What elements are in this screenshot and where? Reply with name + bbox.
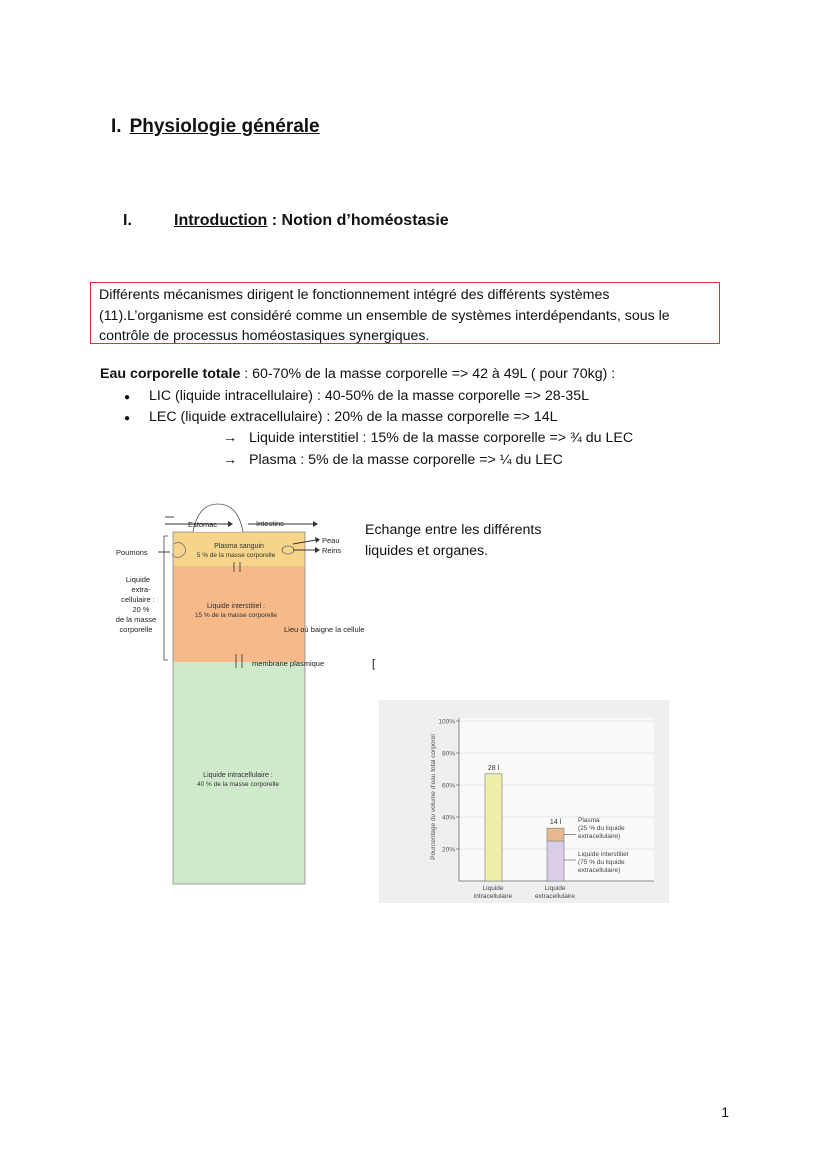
bullet-icon: ●	[124, 392, 131, 403]
figure-caption	[365, 520, 541, 562]
fluid-compartments-diagram	[108, 500, 388, 890]
label-membrane: membrane plasmique	[252, 659, 325, 668]
lec-label-1: Liquide	[125, 575, 151, 584]
bullet-text: LIC (liquide intracellulaire) : 40-50% de la masse corporelle => 28-35L	[149, 388, 590, 404]
arrow-icon: →	[223, 430, 238, 446]
subsection-heading	[123, 212, 449, 230]
y-tick-label: 80%	[441, 750, 455, 758]
lec-brace	[164, 536, 168, 660]
legend-interstitial-1: Liquide interstitiel	[578, 851, 629, 858]
boxed-line-1: Différents mécanismes dirigent le fonctionnement intégré des différents systèmes	[99, 287, 610, 303]
bar-value-label: 28 l	[487, 764, 500, 772]
section-title: Physiologie générale	[129, 116, 320, 137]
bullet-icon: ●	[124, 413, 131, 424]
lec-label-6: corporelle	[119, 625, 153, 634]
label-intestins: Intestins	[256, 519, 284, 528]
plasma-label-1: Plasma sanguin	[214, 543, 264, 550]
water-total-label: Eau corporelle totale	[100, 366, 241, 382]
water-total-rest: : 60-70% de la masse corporelle => 42 à 49L ( pour 70kg) :	[240, 366, 616, 382]
legend-interstitial-2: (75 % du liquide	[578, 859, 625, 866]
legend-interstitial-3: extracellulaire)	[578, 867, 621, 874]
legend-plasma-1: Plasma	[578, 817, 600, 824]
fluid-volume-chart	[379, 700, 669, 903]
boxed-line-3: contrôle de processus homéostasiques synergiques.	[99, 328, 430, 344]
arrowhead-icon	[315, 537, 320, 543]
arrow-subitem	[223, 430, 633, 446]
interstitial-label-2: 15 % de la masse corporelle	[194, 612, 278, 619]
plasma-label-2: 5 % de la masse corporelle	[196, 552, 276, 559]
caption-line-2: liquides et organes.	[365, 543, 489, 559]
intracellular-label-2: 40 % de la masse corporelle	[196, 781, 280, 788]
lec-label-5: de la masse	[115, 615, 157, 624]
bar-value-label: 14 l	[549, 819, 562, 827]
section-number: I.	[111, 116, 122, 137]
label-estomac: Estomac	[188, 520, 218, 529]
y-tick-label: 60%	[441, 782, 455, 790]
section-heading	[111, 116, 320, 138]
bar-segment-interstitial	[547, 841, 564, 881]
arrowhead-icon	[315, 547, 320, 553]
y-tick-label: 20%	[441, 846, 455, 854]
arrow-subitem	[223, 452, 563, 468]
label-reins: Reins	[322, 546, 342, 555]
label-peau: Peau	[322, 536, 340, 545]
y-tick-label: 100%	[438, 718, 455, 726]
arrowhead-icon	[313, 521, 318, 527]
y-axis-label: Pourcentage du volume d'eau total corporel	[430, 734, 437, 860]
lec-label-3: cellulaire :	[121, 595, 155, 604]
legend-plasma-2: (25 % du liquide	[578, 825, 625, 832]
caption-line-1: Echange entre les différents	[365, 522, 542, 538]
lec-label-2: extra-	[131, 585, 151, 594]
bar-segment-plasma	[547, 828, 564, 841]
subsection-number: I.	[123, 212, 132, 229]
y-tick-label: 40%	[441, 814, 455, 822]
subsection-title-rest: : Notion d’homéostasie	[267, 212, 449, 229]
label-lieu: Lieu où baigne la cellule	[284, 625, 365, 634]
intracellular-label-1: Liquide intracellulaire :	[203, 772, 273, 779]
label-poumons: Poumons	[116, 548, 148, 557]
x-label-2-line2: extracellulaire	[534, 893, 576, 900]
bullet-item	[124, 409, 558, 425]
boxed-paragraph	[90, 282, 720, 344]
bullet-item	[124, 388, 589, 404]
x-label-1-line2: intracellulaire	[473, 893, 513, 900]
legend-plasma-3: extracellulaire)	[578, 833, 621, 840]
arrow-icon: →	[223, 452, 238, 468]
page-number: 1	[721, 1104, 729, 1120]
subitem-text: Liquide interstitiel : 15% de la masse corporelle => ¾ du LEC	[249, 430, 634, 446]
bullet-text: LEC (liquide extracellulaire) : 20% de la masse corporelle => 14L	[149, 409, 558, 425]
water-total-line	[100, 366, 615, 382]
subsection-title-underlined: Introduction	[174, 212, 268, 229]
stray-bracket: [	[372, 658, 376, 670]
x-label-1-line1: Liquide	[482, 885, 504, 892]
lec-label-4: 20 %	[132, 605, 150, 614]
x-label-2-line1: Liquide	[544, 885, 566, 892]
subitem-text: Plasma : 5% de la masse corporelle => ¼ du LEC	[249, 452, 563, 468]
boxed-line-2: (11).L’organisme est considéré comme un ensemble de systèmes interdépendants, sous le	[99, 307, 670, 324]
interstitial-label-1: Liquide interstitiel :	[207, 603, 265, 610]
bar-intracellular	[485, 774, 502, 881]
